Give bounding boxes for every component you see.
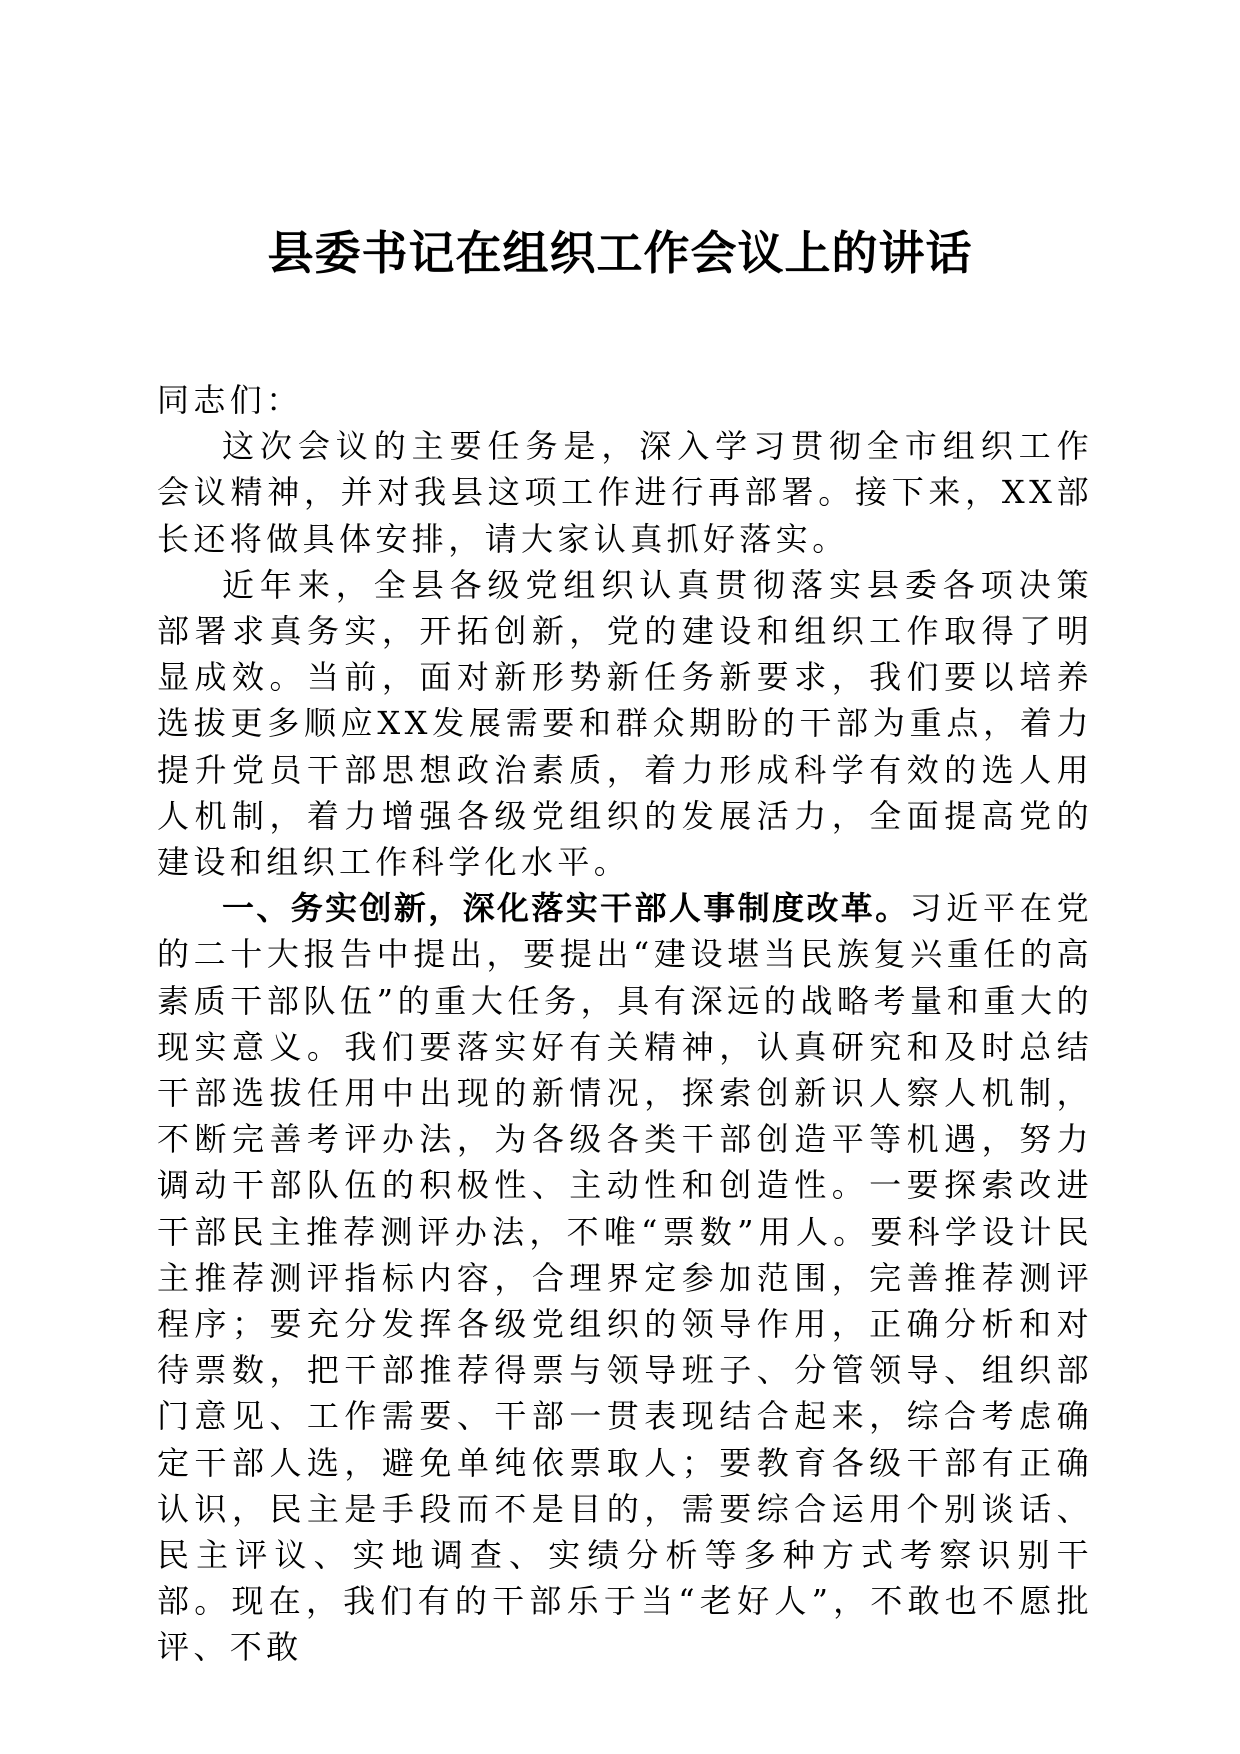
paragraph-meeting-task: 这次会议的主要任务是，深入学习贯彻全市组织工作会议精神，并对我县这项工作进行再部署。接下来，XX部长还将做具体安排，请大家认真抓好落实。 xyxy=(157,427,1093,558)
document-body xyxy=(157,377,1093,1671)
salutation: 同志们： xyxy=(157,381,303,419)
document-title: 县委书记在组织工作会议上的讲话 xyxy=(267,226,973,280)
paragraph-recent-years: 近年来，全县各级党组织认真贯彻落实县委各项决策部署求真务实，开拓创新，党的建设和组织工作取得了明显成效。当前，面对新形势新任务新要求，我们要以培养选拔更多顺应XX发展需要和群众期盼的干部为重点，着力提升党员干部思想政治素质，着力形成科学有效的选人用人机制，着力增强各级党组织的发展活力，全面提高党的建设和组织工作科学化水平。 xyxy=(157,565,1093,882)
section-1-heading: 一、务实创新，深化落实干部人事制度改革。 xyxy=(222,889,910,928)
section-1-text: 习近平在党的二十大报告中提出，要提出“建设堪当民族复兴重任的高素质干部队伍”的重大任务，具有深远的战略考量和重大的现实意义。我们要落实好有关精神，认真研究和及时总结干部选拔任用中出现的新情况，探索创新识人察人机制，不断完善考评办法，为各级各类干部创造平等机遇，努力调动干部队伍的积极性、主动性和创造性。一要探索改进干部民主推荐测评办法，不唯“票数”用人。要科学设计民主推荐测评指标内容，合理界定参加范围，完善推荐测评程序；要充分发挥各级党组织的领导作用，正确分析和对待票数，把干部推荐得票与领导班子、分管领导、组织部门意见、工作需要、干部一贯表现结合起来，综合考虑确定干部人选，避免单纯依票取人；要教育各级干部有正确认识，民主是手段而不是目的，需要综合运用个别谈话、民主评议、实地调查、实绩分析等多种方式考察识别干部。现在，我们有的干部乐于当“老好人”，不敢也不愿批评、不敢 xyxy=(157,889,1093,1667)
section-1-paragraph xyxy=(157,885,1093,1670)
